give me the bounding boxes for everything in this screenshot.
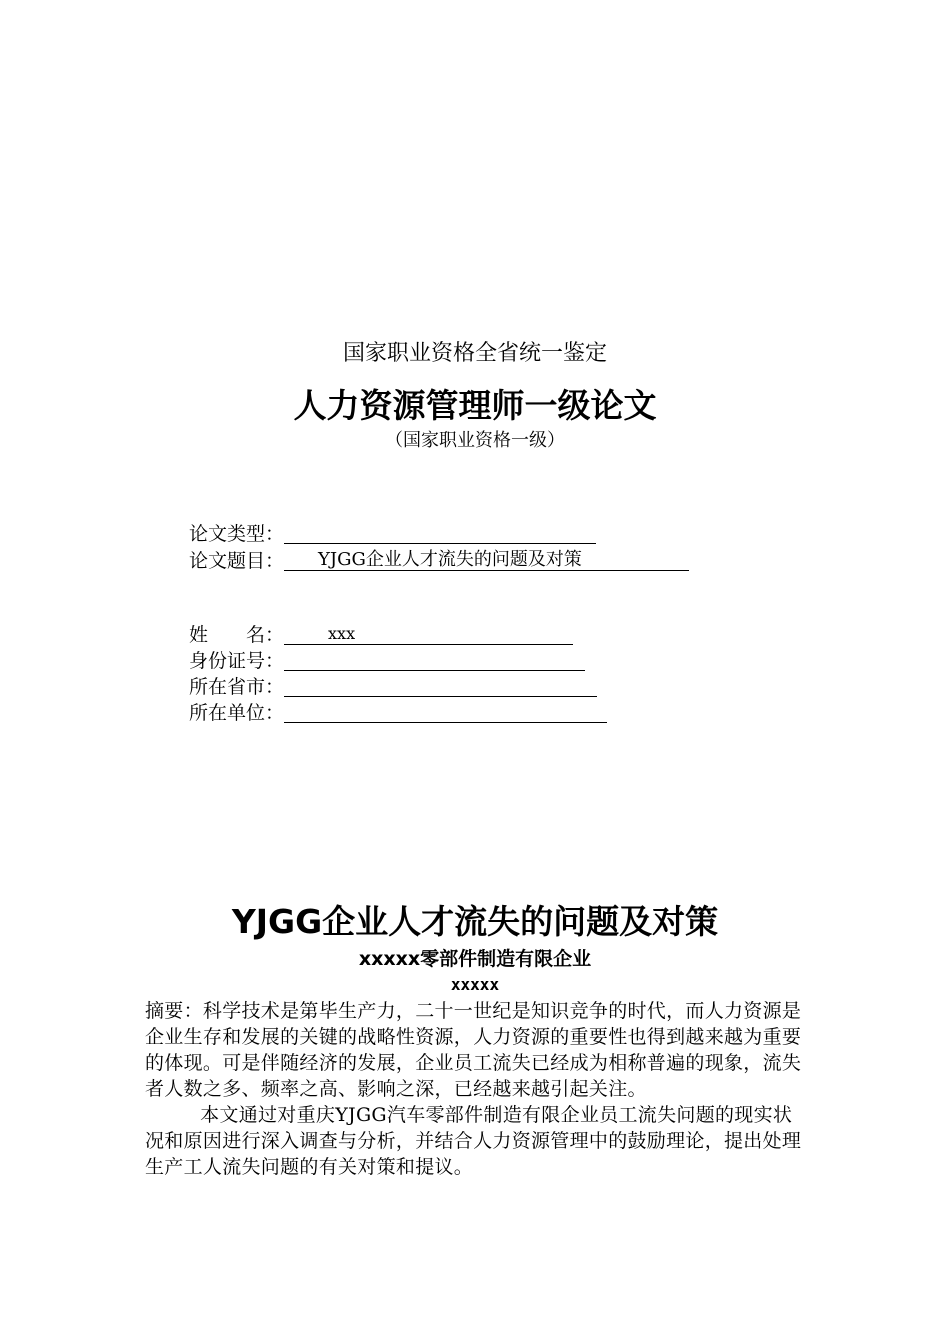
name-text: xxx bbox=[328, 624, 356, 643]
field-label: 所在单位： bbox=[189, 702, 285, 724]
field-value-blank[interactable] bbox=[284, 521, 596, 544]
field-paper-type bbox=[189, 521, 596, 547]
field-value-blank[interactable] bbox=[284, 700, 607, 723]
field-value-blank[interactable] bbox=[284, 674, 597, 697]
field-value-blank[interactable] bbox=[284, 648, 585, 671]
field-province-city bbox=[189, 674, 597, 700]
cover-title: 人力资源管理师一级论文 bbox=[293, 386, 657, 425]
field-value-name[interactable] bbox=[284, 622, 573, 645]
abstract-paragraph-2: 本文通过对重庆YJGG汽车零部件制造有限企业员工流失问题的现实状况和原因进行深入调查与分析，并结合人力资源管理中的鼓励理论，提出处理生产工人流失问题的有关对策和提议。 bbox=[145, 1104, 802, 1178]
paper-title: YJGG企业人才流失的问题及对策 bbox=[231, 902, 719, 941]
field-label: 所在省市： bbox=[189, 676, 285, 698]
field-value-topic[interactable] bbox=[284, 548, 689, 571]
abstract bbox=[145, 998, 810, 1180]
cover-subtitle: 国家职业资格全省统一鉴定 bbox=[342, 341, 607, 366]
abstract-paragraph-1: 摘要：科学技术是第毕生产力，二十一世纪是知识竞争的时代，而人力资源是企业生存和发展的关键的战略性资源，人力资源的重要性也得到越来越为重要的体现。可是伴随经济的发展，企业员工流失已经成为相称普遍的现象，流失者人数之多、频率之高、影响之深，已经越来越引起关注。 bbox=[145, 1000, 802, 1100]
author-name: xxxxx bbox=[450, 975, 500, 994]
field-label: 姓 名： bbox=[189, 624, 285, 646]
field-label: 论文题目： bbox=[189, 550, 285, 572]
field-label: 论文类型： bbox=[189, 523, 285, 545]
company-name: xxxxx零部件制造有限企业 bbox=[358, 948, 592, 970]
field-name bbox=[189, 622, 573, 648]
cover-level: （国家职业资格一级） bbox=[385, 430, 565, 451]
field-organization bbox=[189, 700, 607, 726]
field-paper-topic bbox=[189, 548, 689, 574]
field-label: 身份证号： bbox=[189, 650, 285, 672]
field-id-number bbox=[189, 648, 585, 674]
topic-text: YJGG企业人才流失的问题及对策 bbox=[318, 549, 582, 570]
